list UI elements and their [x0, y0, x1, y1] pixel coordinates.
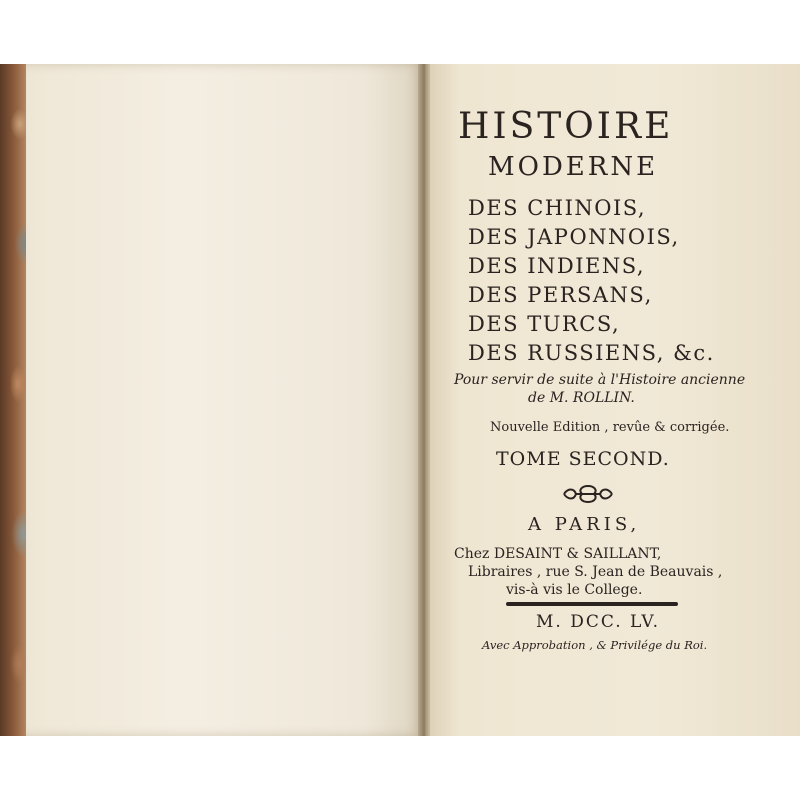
purpose-line: Pour servir de suite à l'Histoire ancienne	[454, 372, 746, 388]
nation-line: DES PERSANS,	[468, 283, 653, 307]
open-book	[0, 64, 800, 736]
approbation-line: Avec Approbation , & Privilége du Roi.	[482, 638, 708, 652]
nation-line: DES TURCS,	[468, 312, 621, 336]
publisher-location-line: vis-à vis le College.	[506, 582, 643, 598]
title-histoire: HISTOIRE	[458, 106, 674, 147]
author-line: de M. ROLLIN.	[528, 390, 635, 406]
publication-date: M. DCC. LV.	[536, 612, 661, 632]
nation-line: DES INDIENS,	[468, 254, 646, 278]
edition-line: Nouvelle Edition , revûe & corrigée.	[490, 420, 730, 435]
blank-left-page	[26, 64, 422, 736]
nation-line: DES RUSSIENS, &c.	[468, 341, 715, 365]
nation-line: DES CHINOIS,	[468, 196, 647, 220]
publisher-address-line: Libraires , rue S. Jean de Beauvais ,	[468, 564, 723, 580]
double-rule-divider	[506, 602, 678, 606]
title-moderne: MODERNE	[488, 152, 659, 182]
city-line: A PARIS,	[528, 514, 641, 535]
volume-line: TOME SECOND.	[496, 448, 670, 470]
nation-line: DES JAPONNOIS,	[468, 225, 680, 249]
publisher-line: Chez DESAINT & SAILLANT,	[454, 546, 662, 562]
fleuron-ornament-icon	[560, 482, 616, 506]
